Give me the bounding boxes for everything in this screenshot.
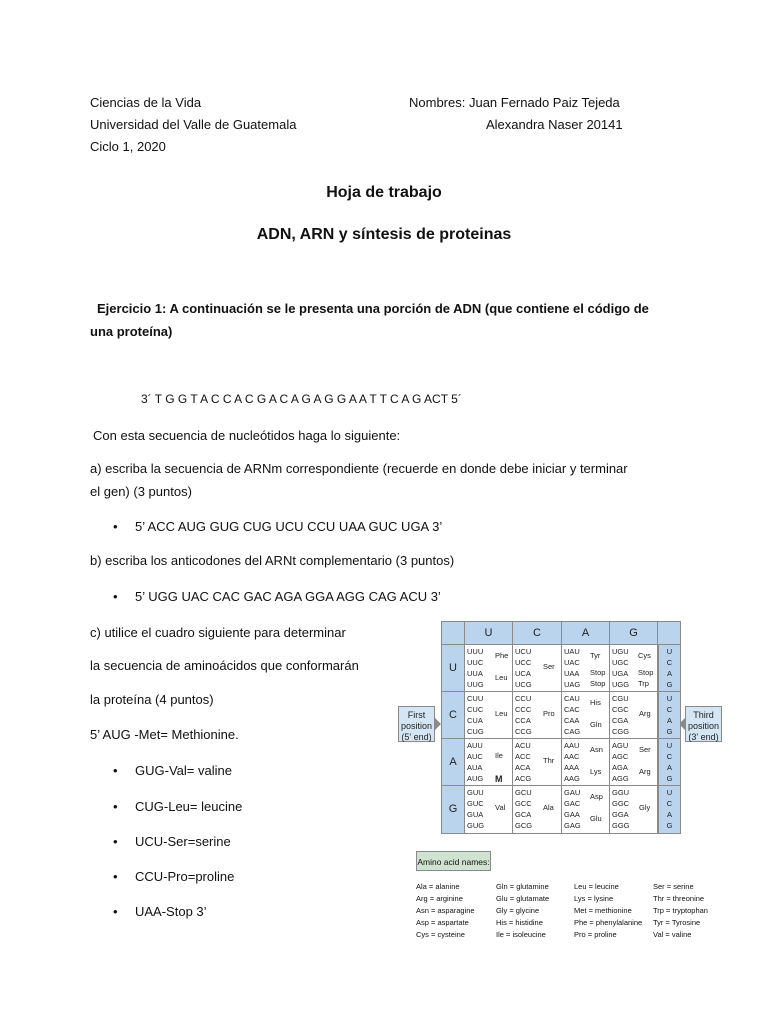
amino-acid-label: Arg	[639, 709, 651, 718]
second-base-header: U	[465, 622, 513, 645]
third-base: C	[666, 752, 673, 761]
amino-name: Leu = leucine	[574, 882, 619, 891]
third-base: G	[666, 821, 673, 830]
amino-acid-label: Arg	[639, 767, 651, 776]
codon-list: AUU AUC AUA AUG	[467, 741, 484, 783]
codon-list: UGU UGC UGA UGG	[612, 647, 630, 689]
codon-list: UUU UUC UUA UUG	[467, 647, 484, 689]
amino-acid-label: Ala	[543, 803, 554, 812]
third-base: G	[666, 774, 673, 783]
first-position-box: First position (5' end)	[398, 706, 435, 742]
codon-list: GUU GUC GUA GUG	[467, 788, 485, 830]
codon-cell	[562, 645, 610, 692]
codon-list: GAU GAC GAA GAG	[564, 788, 581, 830]
amino-name: Ile = isoleucine	[496, 930, 546, 939]
codon-cell	[562, 786, 610, 833]
first-base-label: A	[442, 739, 465, 786]
amino-acid-label: Stop	[638, 668, 654, 677]
page-title: Hoja de trabajo	[326, 184, 442, 201]
part-a-answer: • 5’ ACC AUG GUG CUG UCU CCU UAA GUC UGA 3’	[135, 519, 442, 534]
amino-name: Ser = serine	[653, 882, 694, 891]
codon-list: UAU UAC UAA UAG	[564, 647, 581, 689]
amino-acid-label: Ser	[639, 745, 651, 754]
third-position-box: Third position (3' end)	[685, 706, 722, 742]
codon-cell	[465, 739, 513, 786]
amino-acid-label: Ile	[495, 751, 503, 760]
amino-name: Trp = tryptophan	[653, 906, 708, 915]
codon-list: AAU AAC AAA AAG	[564, 741, 580, 783]
amino-acid-label: Pro	[543, 709, 555, 718]
second-base-header: C	[513, 622, 562, 645]
third-base: U	[666, 694, 673, 703]
amino-acid-label: Stop	[590, 668, 606, 677]
third-base: U	[666, 647, 673, 656]
first-base-label: G	[442, 786, 465, 833]
amino-acid-label: Val	[495, 803, 506, 812]
codon-cell	[562, 692, 610, 739]
part-c-question-cont2: la proteína (4 puntos)	[90, 692, 214, 707]
third-base: G	[666, 727, 673, 736]
codon-answer-item: • CUG-Leu= leucine	[135, 799, 242, 814]
amino-name: Arg = arginine	[416, 894, 463, 903]
table-corner	[442, 622, 465, 645]
amino-name: Gln = glutamine	[496, 882, 549, 891]
names-label: Nombres: Juan Fernado Paiz Tejeda	[409, 95, 620, 110]
third-base: A	[666, 669, 672, 678]
amino-acid-label: Leu	[495, 673, 508, 682]
part-b-question: b) escriba los anticodones del ARNt complementario (3 puntos)	[90, 553, 455, 568]
amino-acid-label: Glu	[590, 814, 602, 823]
part-b-answer: • 5’ UGG UAC CAC GAC AGA GGA AGG CAG ACU 3’	[135, 589, 441, 604]
cycle-label: Ciclo 1, 2020	[90, 139, 166, 154]
amino-acid-label: Trp	[638, 679, 649, 688]
codon-cell	[562, 739, 610, 786]
handwritten-mark: M	[495, 774, 503, 784]
third-base: U	[666, 741, 673, 750]
exercise-heading: Ejercicio 1: A continuación se le presenta una porción de ADN (que contiene el código de	[97, 301, 649, 316]
amino-acid-names-title: Amino acid names:	[416, 851, 491, 871]
third-base-column	[658, 692, 680, 739]
amino-name: Gly = glycine	[496, 906, 540, 915]
first-base-label: C	[442, 692, 465, 739]
codon-cell	[513, 645, 562, 692]
amino-acid-label: Leu	[495, 709, 508, 718]
amino-name: Ala = alanine	[416, 882, 460, 891]
amino-names-column	[416, 881, 475, 941]
amino-acid-label: Thr	[543, 756, 555, 765]
part-a-question: a) escriba la secuencia de ARNm correspondiente (recuerde en donde debe iniciar y terminar	[90, 461, 628, 476]
exercise-heading-cont: una proteína)	[90, 324, 173, 339]
codon-list: AGU AGC AGA AGG	[612, 741, 629, 783]
second-base-header: G	[610, 622, 658, 645]
third-base: A	[666, 810, 672, 819]
amino-name: Asn = asparagine	[416, 906, 475, 915]
second-name: Alexandra Naser 20141	[486, 117, 623, 132]
genetic-code-table	[441, 621, 681, 834]
third-base: A	[666, 763, 672, 772]
amino-name: Met = methionine	[574, 906, 632, 915]
part-c-question: c) utilice el cuadro siguiente para determinar	[90, 625, 346, 640]
codon-cell	[465, 786, 513, 833]
codon-cell	[610, 692, 658, 739]
codon-list: CGU CGC CGA CGG	[612, 694, 630, 736]
codon-cell	[610, 739, 658, 786]
codon-list: CAU CAC CAA CAG	[564, 694, 581, 736]
third-base-column	[658, 645, 680, 692]
part-a-question-cont: el gen) (3 puntos)	[90, 484, 192, 499]
amino-name: Glu = glutamate	[496, 894, 550, 903]
amino-name: His = histidine	[496, 918, 543, 927]
university-name: Universidad del Valle de Guatemala	[90, 117, 297, 132]
third-base: G	[666, 680, 673, 689]
codon-cell	[513, 786, 562, 833]
amino-acid-label: Gly	[639, 803, 651, 812]
amino-acid-label: Phe	[495, 651, 509, 660]
part-c-question-cont: la secuencia de aminoácidos que conformarán	[90, 658, 359, 673]
third-base: U	[666, 788, 673, 797]
amino-acid-label: Gln	[590, 720, 602, 729]
codon-answer-item: • UCU-Ser=serine	[135, 834, 231, 849]
third-base: C	[666, 658, 673, 667]
third-base: C	[666, 799, 673, 808]
codon-list: UCU UCC UCA UCG	[515, 647, 532, 689]
codon-cell	[610, 645, 658, 692]
codon-list: CUU CUC CUA CUG	[467, 694, 484, 736]
third-base: A	[666, 716, 672, 725]
codon-list: GCU GCC GCA GCG	[515, 788, 533, 830]
codon-cell	[610, 786, 658, 833]
amino-names-column	[574, 881, 642, 941]
second-base-header: A	[562, 622, 610, 645]
amino-name: Phe = phenylalanine	[574, 918, 643, 927]
start-codon-answer: 5’ AUG -Met= Methionine.	[90, 727, 239, 742]
codon-cell	[465, 645, 513, 692]
third-base-column	[658, 786, 680, 833]
third-base-column	[658, 739, 680, 786]
first-base-label: U	[442, 645, 465, 692]
codon-list: GGU GGC GGA GGG	[612, 788, 630, 830]
codon-list: ACU ACC ACA ACG	[515, 741, 532, 783]
amino-name: Pro = proline	[574, 930, 617, 939]
amino-names-column	[496, 881, 549, 941]
course-name: Ciencias de la Vida	[90, 95, 202, 110]
amino-acid-label: Ser	[543, 662, 555, 671]
table-corner	[658, 622, 680, 645]
amino-name: Val = valine	[653, 930, 692, 939]
amino-name: Thr = threonine	[653, 894, 705, 903]
instruction-text: Con esta secuencia de nucleótidos haga lo siguiente:	[93, 428, 401, 443]
amino-name: Asp = aspartate	[416, 918, 469, 927]
codon-cell	[513, 692, 562, 739]
amino-acid-label: Tyr	[590, 651, 601, 660]
page-subtitle: ADN, ARN y síntesis de proteinas	[256, 226, 512, 243]
amino-acid-label: Stop	[590, 679, 606, 688]
codon-answer-item: • UAA-Stop 3’	[135, 904, 207, 919]
third-base: C	[666, 705, 673, 714]
amino-name: Cys = cysteine	[416, 930, 465, 939]
codon-answer-item: • CCU-Pro=proline	[135, 869, 234, 884]
codon-list: CCU CCC CCA CCG	[515, 694, 532, 736]
amino-acid-label: Asp	[590, 792, 603, 801]
amino-acid-label: Asn	[590, 745, 603, 754]
amino-name: Lys = lysine	[574, 894, 614, 903]
amino-name: Tyr = Tyrosine	[653, 918, 701, 927]
amino-acid-label: His	[590, 698, 601, 707]
dna-sequence: 3´ T G G T A C C A C G A C A G A G G A A T T C A G ACT 5´	[141, 392, 462, 406]
amino-names-column	[653, 881, 708, 941]
amino-acid-label: Cys	[638, 651, 651, 660]
codon-cell	[465, 692, 513, 739]
codon-answer-item: • GUG-Val= valine	[135, 763, 232, 778]
codon-cell	[513, 739, 562, 786]
amino-acid-label: Lys	[590, 767, 602, 776]
